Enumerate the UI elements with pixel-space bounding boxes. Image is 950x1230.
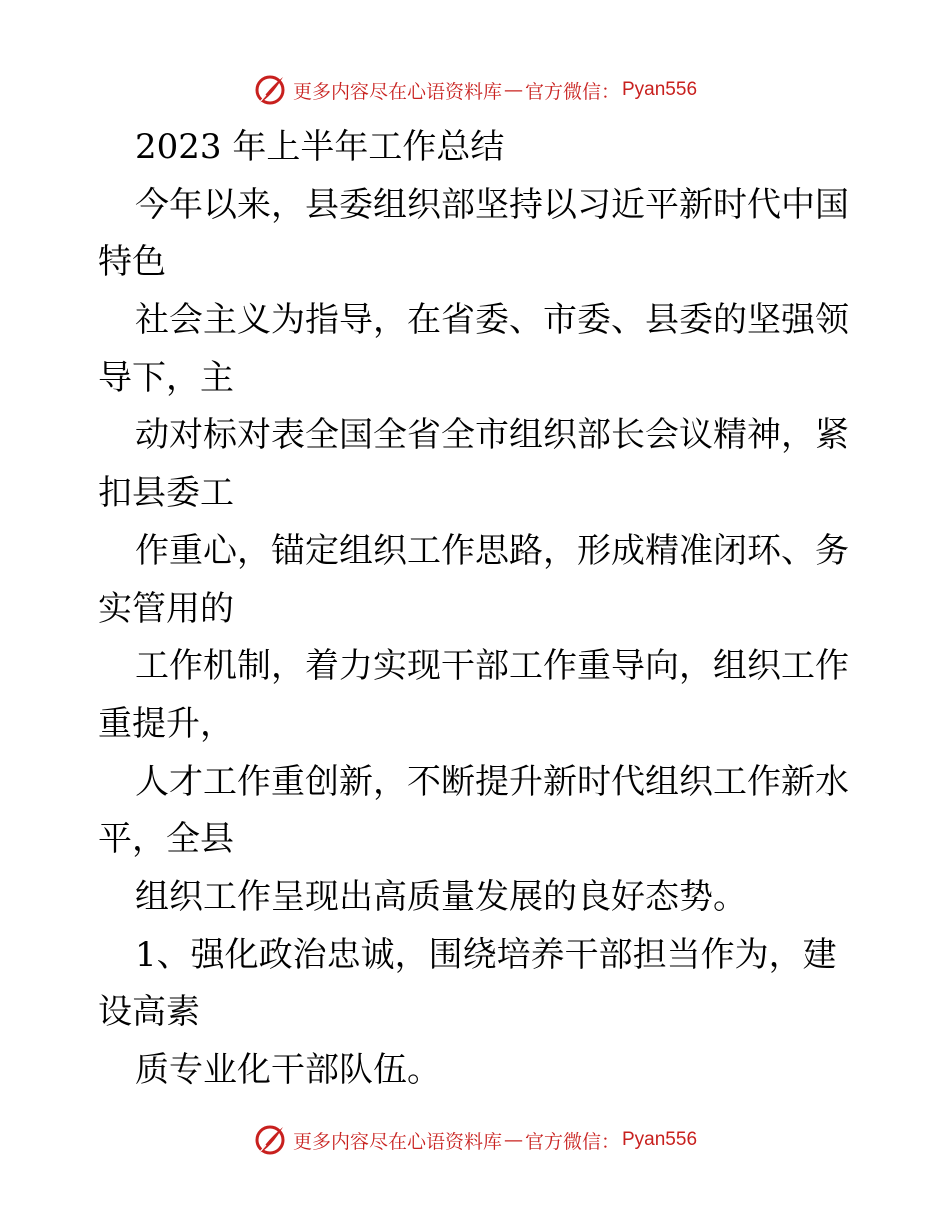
document-title: 2023 年上半年工作总结 <box>135 127 505 167</box>
section-heading-line: 质专业化干部队伍。 <box>135 1050 441 1090</box>
paragraph-line: 导下，主 <box>98 357 234 398</box>
paragraph-line: 工作机制，着力实现干部工作重导向，组织工作 <box>135 646 849 687</box>
quill-pen-circle-icon <box>253 1123 287 1157</box>
paragraph-line: 重提升， <box>98 703 234 744</box>
banner-promo-text: 更多内容尽在心语资料库 <box>292 80 502 103</box>
banner-wechat-label: 官方微信： <box>524 80 620 103</box>
paragraph-line: 特色 <box>98 242 166 283</box>
section-heading-line: 1、强化政治忠诚，围绕培养干部担当作为，建 <box>135 934 837 975</box>
banner-separator: — <box>503 79 523 101</box>
banner-wechat-id: Pyan556 <box>622 1129 698 1150</box>
quill-pen-circle-icon <box>253 73 287 107</box>
paragraph-line: 动对标对表全国全省全市组织部长会议精神，紧 <box>135 415 849 456</box>
paragraph-line: 平，全县 <box>98 819 234 860</box>
paragraph-line: 扣县委工 <box>98 473 234 514</box>
section-heading-line: 设高素 <box>98 992 200 1033</box>
paragraph-line: 今年以来，县委组织部坚持以习近平新时代中国 <box>135 184 849 225</box>
banner-promo-text: 更多内容尽在心语资料库 <box>292 1130 502 1153</box>
paragraph-line: 社会主义为指导，在省委、市委、县委的坚强领 <box>135 300 849 341</box>
banner-separator: — <box>503 1129 523 1151</box>
header-banner <box>0 70 950 110</box>
paragraph-line: 人才工作重创新，不断提升新时代组织工作新水 <box>135 761 849 802</box>
paragraph-line: 组织工作呈现出高质量发展的良好态势。 <box>135 876 747 917</box>
banner-wechat-id: Pyan556 <box>622 79 698 100</box>
document-body <box>98 119 858 1100</box>
paragraph-line: 作重心，锚定组织工作思路，形成精准闭环、务 <box>135 530 849 571</box>
banner-wechat-label: 官方微信： <box>524 1130 620 1153</box>
paragraph-line: 实管用的 <box>98 588 234 629</box>
footer-banner <box>0 1120 950 1160</box>
